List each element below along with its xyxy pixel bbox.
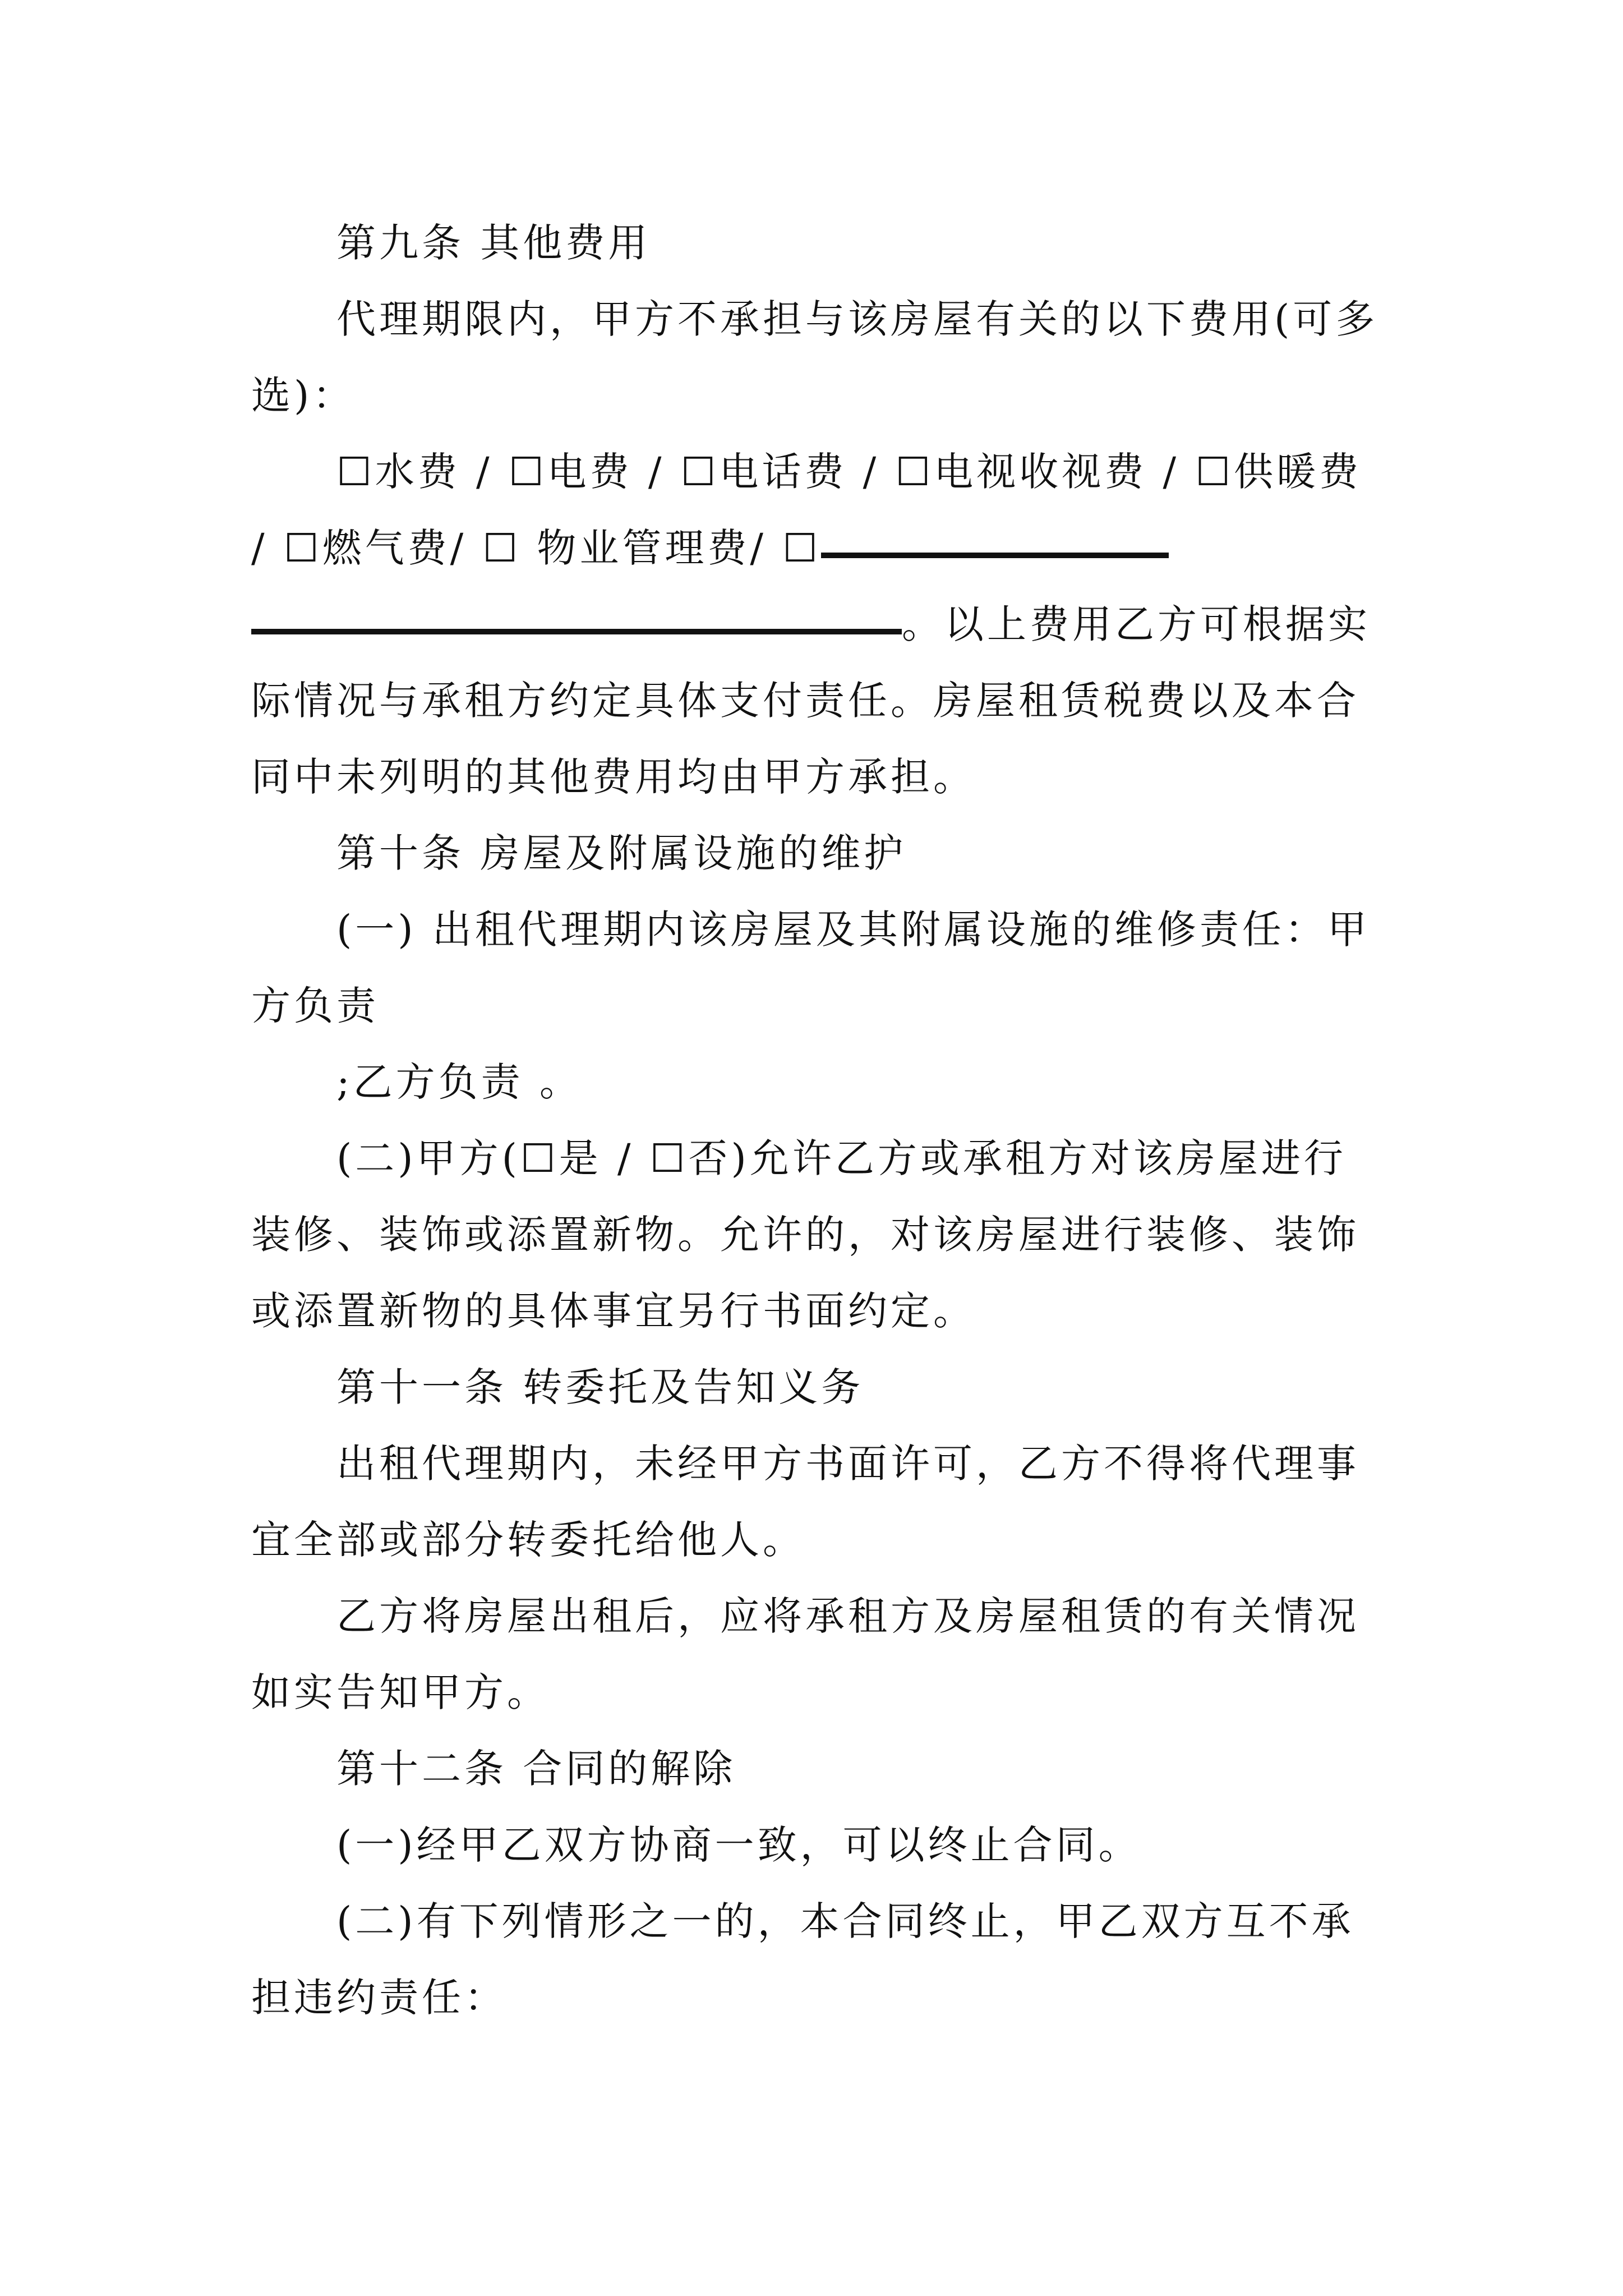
article-9-intro: 代理期限内，甲方不承担与该房屋有关的以下费用(可多选)： (251, 296, 1378, 418)
fill-in-blank-continued (251, 629, 902, 634)
article-10-heading: 第十条 房屋及附属设施的维护 (336, 830, 907, 876)
article-9-fee-options (251, 434, 1387, 815)
article-9-closing: 。以上费用乙方可根据实际情况与承租方约定具体支付责任。房屋租赁税费以及本合同中未列明的其他费用均由甲方承担。 (251, 601, 1371, 800)
article-9-heading: 第九条 其他费用 (336, 220, 651, 266)
article-11-heading: 第十一条 转委托及告知义务 (336, 1364, 864, 1410)
article-10-clause-1-continued: ;乙方负责 。 (336, 1059, 582, 1105)
article-12-clause-2: (二)有下列情形之一的，本合同终止，甲乙双方互不承担违约责任： (251, 1898, 1354, 2021)
article-12-clause-1: (一)经甲乙双方协商一致，可以终止合同。 (336, 1822, 1141, 1868)
fill-in-blank (821, 553, 1169, 558)
contract-body (251, 205, 1387, 2036)
fee-options-text: ☐水费 / ☐电费 / ☐电话费 / ☐电视收视费 / ☐供暖费 / ☐燃气费/ ☐ 物业管理费/ ☐ (251, 449, 1362, 571)
article-12-heading: 第十二条 合同的解除 (336, 1746, 736, 1792)
article-10-clause-2: (二)甲方(☐是 / ☐否)允许乙方或承租方对该房屋进行装修、装饰或添置新物。允许的，对该房屋进行装修、装饰或添置新物的具体事宜另行书面约定。 (251, 1135, 1359, 1334)
article-11-para-1: 出租代理期内，未经甲方书面许可，乙方不得将代理事宜全部或部分转委托给他人。 (251, 1441, 1359, 1563)
article-11-para-2: 乙方将房屋出租后，应将承租方及房屋租赁的有关情况如实告知甲方。 (251, 1593, 1359, 1715)
article-10-clause-1: (一) 出租代理期内该房屋及其附属设施的维修责任：甲方负责 (251, 907, 1370, 1029)
